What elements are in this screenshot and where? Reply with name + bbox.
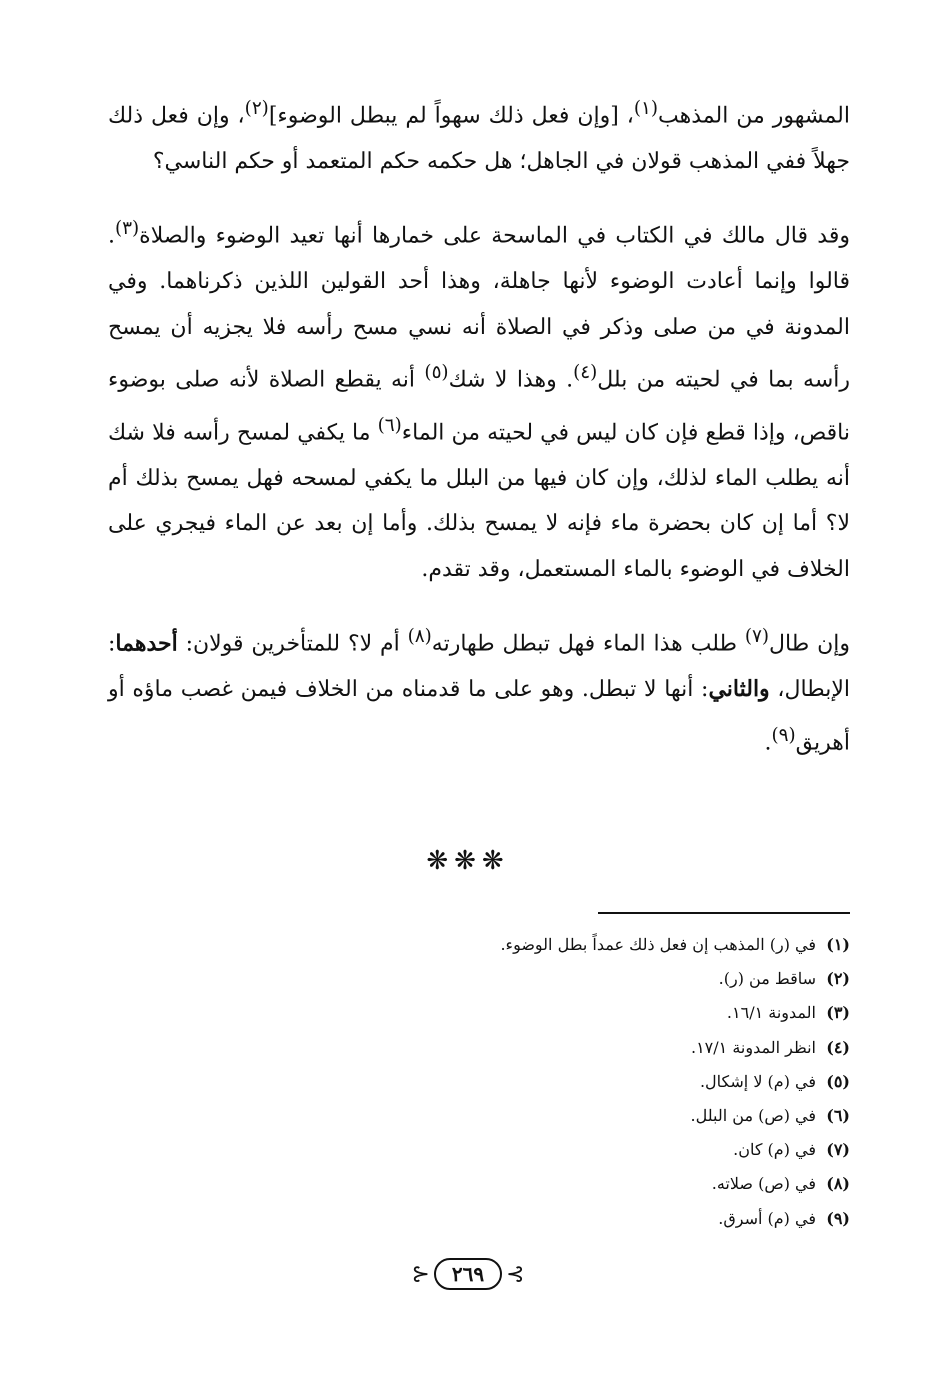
footnote-number: (٢) <box>826 969 850 989</box>
footnote-number: (٧) <box>826 1140 850 1160</box>
footnote-ref: (٥) <box>424 362 449 384</box>
ornament-right-icon: ⊰ <box>506 1261 525 1287</box>
footnote-item <box>300 928 850 962</box>
footnote-item <box>300 1099 850 1133</box>
footnote-text: انظر المدونة ١٧/١. <box>690 1037 816 1057</box>
page-number-ornament <box>0 1254 936 1294</box>
footnote-ref: (٤) <box>573 362 598 384</box>
text-segment: : الإبطال، <box>108 631 850 703</box>
text-segment: وإن طال <box>769 631 850 657</box>
footnote-item <box>300 962 850 996</box>
footnote-item <box>300 996 850 1030</box>
page-number: ٢٦٩ <box>434 1258 502 1290</box>
text-segment: . <box>764 729 772 755</box>
text-segment: : أنها لا تبطل. وهو على ما قدمناه من الخلاف فيمن غصب ماؤه أو أهريق <box>108 677 850 755</box>
footnote-item <box>300 1167 850 1201</box>
footnote-item <box>300 1202 850 1236</box>
text-segment: . وهذا لا شك <box>448 367 574 393</box>
section-separator: ❋❋❋ <box>426 846 510 876</box>
footnote-text: المدونة ١٦/١. <box>726 1003 816 1023</box>
footnote-number: (٥) <box>826 1071 850 1091</box>
text-segment: ، [وإن فعل ذلك سهواً لم يبطل الوضوء] <box>268 103 634 129</box>
footnotes-list <box>300 928 850 1236</box>
footnote-ref: (١) <box>633 98 659 119</box>
footnote-item <box>300 1031 850 1065</box>
text-segment: ما يكفي لمسح رأسه فلا شك أنه يطلب الماء لذلك، وإن كان فيها من البلل ما يكفي لمسحه فهل يمسح بذلك أم لا؟ أما إن كان بحضرة ماء فإنه لا يمسح بذلك. وأما إن بعد عن الماء فيجري على الخلاف في الوضوء بالماء المستعمل، وقد تقدم. <box>108 420 850 582</box>
text-segment: ، وإن فعل ذلك جهلاً ففي المذهب قولان في الجاهل؛ هل حكمه حكم المتعمد أو حكم الناسي؟ <box>108 103 850 174</box>
footnote-item <box>300 1133 850 1167</box>
bold-term: والثاني <box>708 676 770 703</box>
text-segment: أنه يقطع الصلاة لأنه صلى بوضوء ناقص، وإذا قطع فإن كان ليس في لحيته من الماء <box>108 367 850 446</box>
bold-term: أحدهما <box>115 630 178 657</box>
main-text-body <box>108 86 850 765</box>
footnote-text: في (ص) صلاته. <box>711 1174 816 1194</box>
footnote-number: (١) <box>826 935 850 954</box>
footnote-ref: (٩) <box>771 724 796 746</box>
footnote-number: (٦) <box>826 1105 850 1125</box>
footnote-text: في (ص) من البلل. <box>690 1105 816 1125</box>
footnote-ref: (٦) <box>377 414 402 436</box>
footnote-rule <box>598 912 850 914</box>
footnote-number: (٩) <box>826 1208 850 1228</box>
footnote-text: في (ر) المذهب إن فعل ذلك عمداً بطل الوضوء. <box>500 935 816 954</box>
text-segment: المشهور من المذهب <box>658 103 851 129</box>
footnote-ref: (٣) <box>115 218 140 240</box>
paragraph <box>108 614 850 765</box>
footnote-ref: (٢) <box>244 98 269 119</box>
text-segment: طلب هذا الماء فهل تبطل طهارته <box>431 631 745 657</box>
footnote-text: في (م) كان. <box>733 1140 816 1160</box>
footnote-ref: (٧) <box>744 626 770 648</box>
ornament-left-icon: ⊱ <box>411 1261 430 1287</box>
text-segment: أم لا؟ للمتأخرين قولان: <box>177 631 408 657</box>
paragraph <box>108 206 850 592</box>
footnote-item <box>300 1065 850 1099</box>
footnote-ref: (٨) <box>407 626 432 648</box>
text-segment: . قالوا وإنما أعادت الوضوء لأنها جاهلة، وهذا أحد القولين اللذين ذكرناهما. وفي المدونة في من صلى وذكر في الصلاة أنه نسي مسح رأسه فلا يجزيه أن يمسح رأسه بما في لحيته من بلل <box>108 223 850 393</box>
footnote-text: ساقط من (ر). <box>718 969 816 989</box>
footnote-number: (٤) <box>826 1037 850 1057</box>
footnote-text: في (م) أسرق. <box>718 1208 816 1228</box>
footnote-text: في (م) لا إشكال. <box>699 1071 816 1091</box>
footnote-number: (٣) <box>826 1003 850 1023</box>
paragraph <box>108 86 850 184</box>
footnote-number: (٨) <box>826 1174 850 1194</box>
text-segment: وقد قال مالك في الكتاب في الماسحة على خمارها أنها تعيد الوضوء والصلاة <box>139 223 850 249</box>
